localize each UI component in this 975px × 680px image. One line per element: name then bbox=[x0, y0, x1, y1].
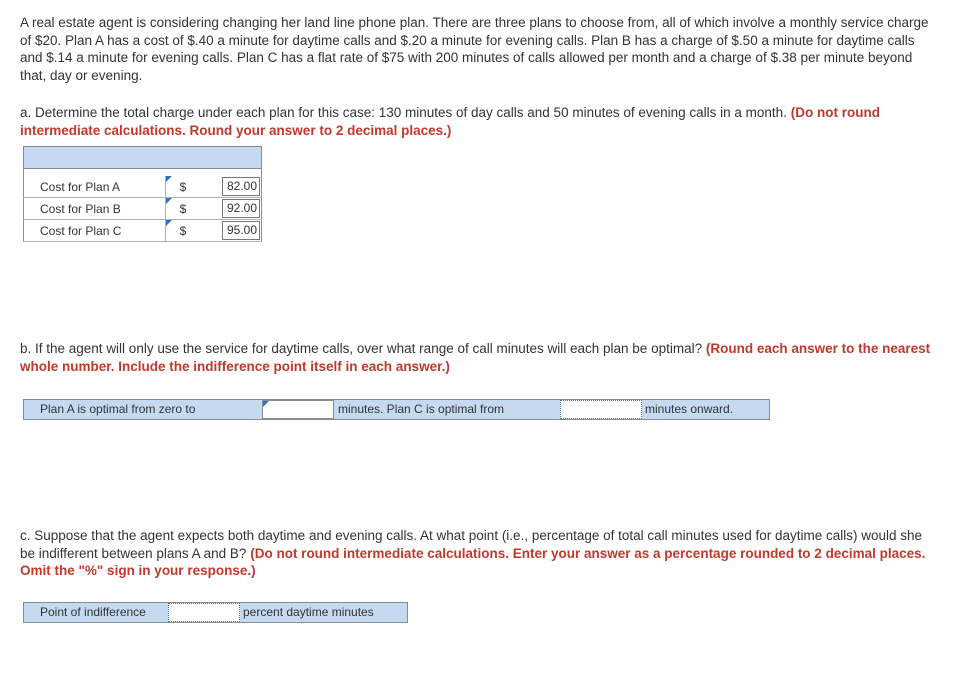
answer-marker-icon bbox=[263, 401, 269, 407]
answer-marker-icon bbox=[166, 198, 172, 204]
table-row-plan-b bbox=[24, 198, 262, 220]
part-b-text-2: minutes. Plan C is optimal from bbox=[338, 402, 505, 416]
part-c-question-text: c. Suppose that the agent expects both daytime and evening calls. At what point (i.e., percentage of total call minutes used for daytime calls) would she be indifferent between plans A and B? bbox=[20, 528, 923, 561]
plan-c-currency: $ bbox=[166, 220, 201, 242]
table-row-plan-c bbox=[24, 220, 262, 242]
part-b-input-2[interactable] bbox=[560, 400, 642, 419]
plan-a-currency: $ bbox=[166, 176, 201, 198]
plan-a-cell bbox=[200, 176, 260, 198]
plan-b-cell bbox=[200, 198, 260, 220]
part-b-question-text: b. If the agent will only use the service for daytime calls, over what range of call minutes will each plan be optimal? bbox=[20, 341, 703, 356]
plan-b-label: Cost for Plan B bbox=[24, 198, 166, 220]
plan-c-label: Cost for Plan C bbox=[24, 220, 166, 242]
part-c-label: Point of indifference bbox=[40, 605, 146, 619]
part-a-question-text: a. Determine the total charge under each plan for this case: 130 minutes of day calls and 50 minutes of evening calls in a month. bbox=[20, 105, 787, 120]
part-c-question bbox=[20, 527, 940, 580]
part-c-input[interactable] bbox=[168, 603, 240, 622]
answer-marker-icon bbox=[166, 176, 172, 182]
plan-c-cell bbox=[200, 220, 260, 242]
part-a-instruction: (Do not round intermediate calculations. Round your answer to 2 decimal places.) bbox=[20, 105, 880, 138]
part-c-suffix: percent daytime minutes bbox=[243, 605, 374, 619]
plan-a-label: Cost for Plan A bbox=[24, 176, 166, 198]
plan-b-answer[interactable]: 92.00 bbox=[222, 199, 260, 218]
part-a-question bbox=[20, 104, 940, 139]
plan-c-answer[interactable]: 95.00 bbox=[222, 221, 260, 240]
plan-a-answer[interactable]: 82.00 bbox=[222, 177, 260, 196]
table-header bbox=[24, 147, 262, 169]
part-b-text-3: minutes onward. bbox=[645, 402, 734, 416]
part-b-text-1: Plan A is optimal from zero to bbox=[40, 402, 196, 416]
table-row-plan-a bbox=[24, 176, 262, 198]
part-b-input-1[interactable] bbox=[262, 400, 334, 419]
part-c-instruction: (Do not round intermediate calculations. Enter your answer as a percentage rounded to 2 decimal places. Omit the "%" sign in your response.) bbox=[20, 545, 926, 578]
part-b-instruction: (Round each answer to the nearest whole number. Include the indifference point itself in each answer.) bbox=[20, 341, 931, 374]
part-b-question bbox=[20, 340, 940, 375]
answer-marker-icon bbox=[166, 220, 172, 226]
problem-intro: A real estate agent is considering changing her land line phone plan. There are three plans to choose from, all of which involve a monthly service charge of $20. Plan A has a cost of $.40 a minute for daytime calls and $.20 a minute for evening calls. Plan B has a charge of $.50 a minute for daytime calls and $.14 a minute for evening calls. Plan C has a flat rate of $75 with 200 minutes of calls allowed per month and a charge of $.38 per minute beyond that, day or evening. bbox=[20, 15, 929, 83]
plan-b-currency: $ bbox=[166, 198, 201, 220]
part-a-table bbox=[23, 146, 262, 242]
